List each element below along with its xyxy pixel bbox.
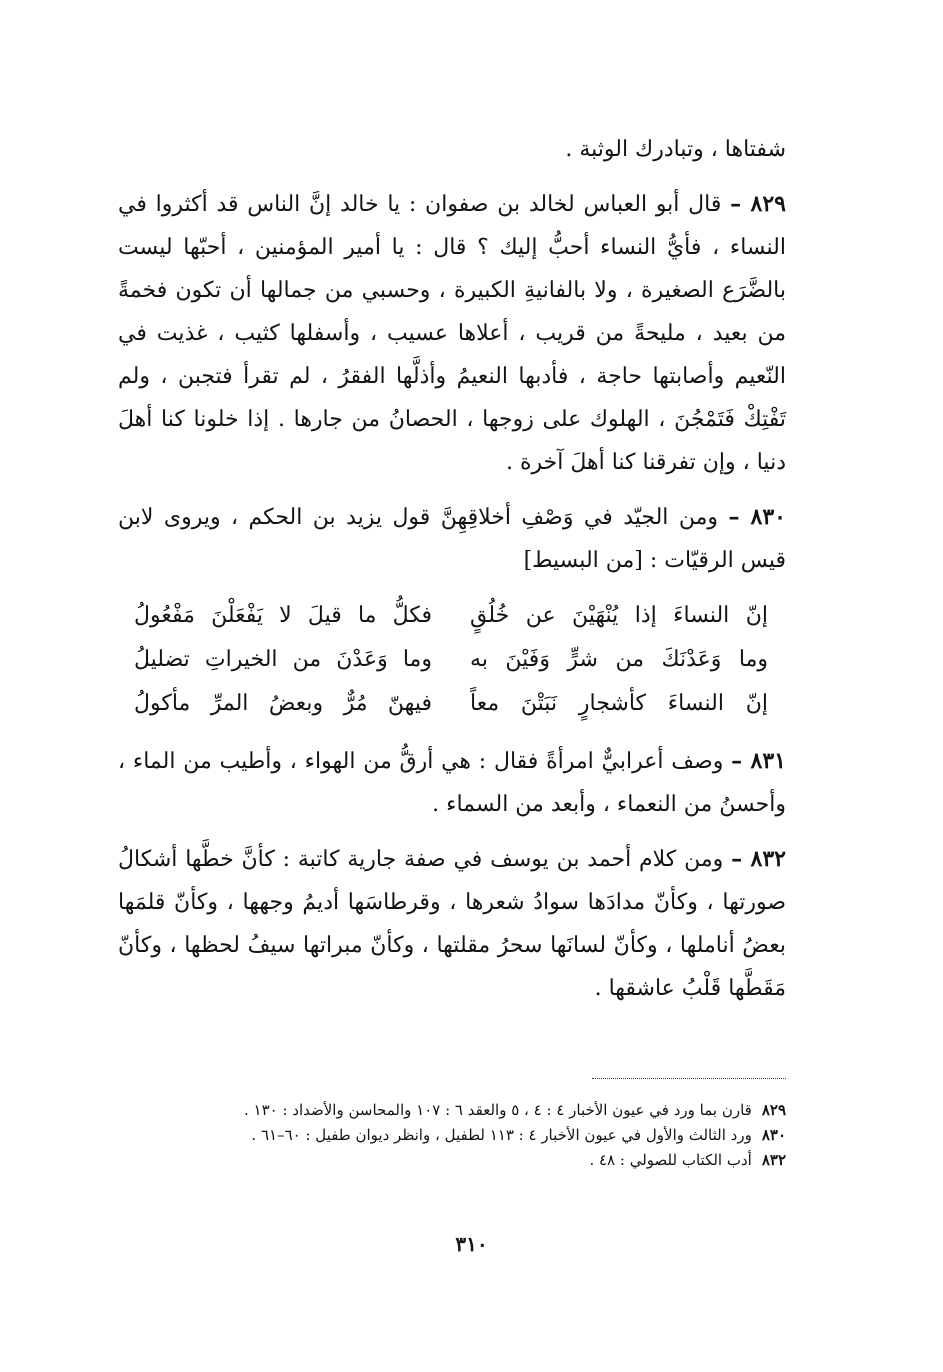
paragraph-831: [118, 740, 786, 826]
second-hemistich: فكلُّ ما قيلَ لا يَفْعَلْنَ مَفْعُولُ: [134, 603, 432, 628]
paragraph-text: قال أبو العباس لخالد بن صفوان : يا خالد إنَّ الناس قد أكثروا في النساء ، فأيُّ النساء أحبُّ إليك ؟ قال : يا أمير المؤمنين ، أحبّها ليست بالضَّرَع الصغيرة ، ولا بالفانيةِ الكبيرة ، وحسبي من جمالها أن تكون فخمةً من بعيد ، مليحةً من قريب ، أعلاها عسيب ، وأسفلها كثيب ، غذيت في النّعيم وأصابتها حاجة ، فأدبها النعيمُ وأذلَّها الفقرُ ، لم تقرأ فتجبن ، ولم تَفْتِكْ فَتَمْجُنَ ، الهلوك على زوجها ، الحصانُ من جارها . إذا خلونا كنا أهلَ دنيا ، وإن تفرقنا كنا أهلَ آخرة .: [118, 192, 786, 475]
footnote: [118, 1123, 786, 1148]
first-hemistich: إنّ النساءَ كأشجارٍ نَبَتْنَ معاً: [470, 691, 768, 716]
footnote-number: ٨٣٠: [761, 1126, 786, 1144]
first-hemistich: إنّ النساءَ إذا يُنْهَيْنَ عن خُلُقٍ: [470, 603, 768, 628]
verse-line: [134, 638, 768, 682]
verse-line: [134, 594, 768, 638]
paragraph-text: ومن الجيّد في وَصْفِ أخلاقِهِنَّ قول يزيد بن الحكم ، ويروى لابن قيس الرقيّات : [من البسيط]: [118, 505, 786, 573]
footnote: [118, 1148, 786, 1173]
paragraph-832: [118, 838, 786, 1010]
entry-number: ٨٣٠ –: [728, 504, 786, 530]
footnote-divider: [592, 1078, 786, 1079]
footnote-number: ٨٢٩: [761, 1101, 786, 1119]
paragraph-continuation: [118, 128, 786, 171]
poem: [118, 594, 786, 726]
paragraph-829: [118, 183, 786, 484]
footnote-text: أدب الكتاب للصولي : ٤٨ .: [589, 1151, 752, 1169]
paragraph-830: [118, 496, 786, 582]
paragraph-text: وصف أعرابيٌّ امرأةً فقال : هي أرقُّ من الهواء ، وأطيب من الماء ، وأحسنُ من النعماء ، وأبعد من السماء .: [118, 749, 786, 817]
second-hemistich: فيهنّ مُرٌّ وبعضُ المرِّ مأكولُ: [134, 691, 432, 716]
verse-line: [134, 682, 768, 726]
entry-number: ٨٢٩ –: [730, 191, 786, 217]
footnote-number: ٨٣٢: [761, 1151, 786, 1169]
footnote-text: ورد الثالث والأول في عيون الأخبار ٤ : ١١٣ لطفيل ، وانظر ديوان طفيل : ٦٠–٦١ .: [251, 1126, 752, 1144]
footnote: [118, 1098, 786, 1123]
main-text: [118, 128, 786, 1022]
paragraph-text: شفتاها ، وتبادرك الوثبة .: [565, 137, 786, 162]
footnote-text: قارن بما ورد في عيون الأخبار ٤ : ٤ ، ٥ والعقد ٦ : ١٠٧ والمحاسن والأضداد : ١٣٠ .: [243, 1101, 752, 1119]
entry-number: ٨٣١ –: [731, 748, 786, 774]
footnotes: [118, 1098, 786, 1173]
paragraph-text: ومن كلام أحمد بن يوسف في صفة جارية كاتبة : كأنَّ خطَّها أشكالُ صورتها ، وكأنّ مدادَها سوادُ شعرها ، وقرطاسَها أديمُ وجهها ، وكأنّ قلمَها بعضُ أناملها ، وكأنّ لسانَها سحرُ مقلتها ، وكأنّ مبراتها سيفُ لحظها ، وكأنّ مَقَطَّها قَلْبُ عاشقها .: [118, 847, 786, 1001]
second-hemistich: وما وَعَدْنَ من الخيراتِ تضليلُ: [134, 647, 432, 672]
first-hemistich: وما وَعَدْنَكَ من شرٍّ وَفَيْنَ به: [470, 647, 768, 672]
page-number: ٣١٠: [455, 1232, 488, 1256]
entry-number: ٨٣٢ –: [731, 846, 786, 872]
